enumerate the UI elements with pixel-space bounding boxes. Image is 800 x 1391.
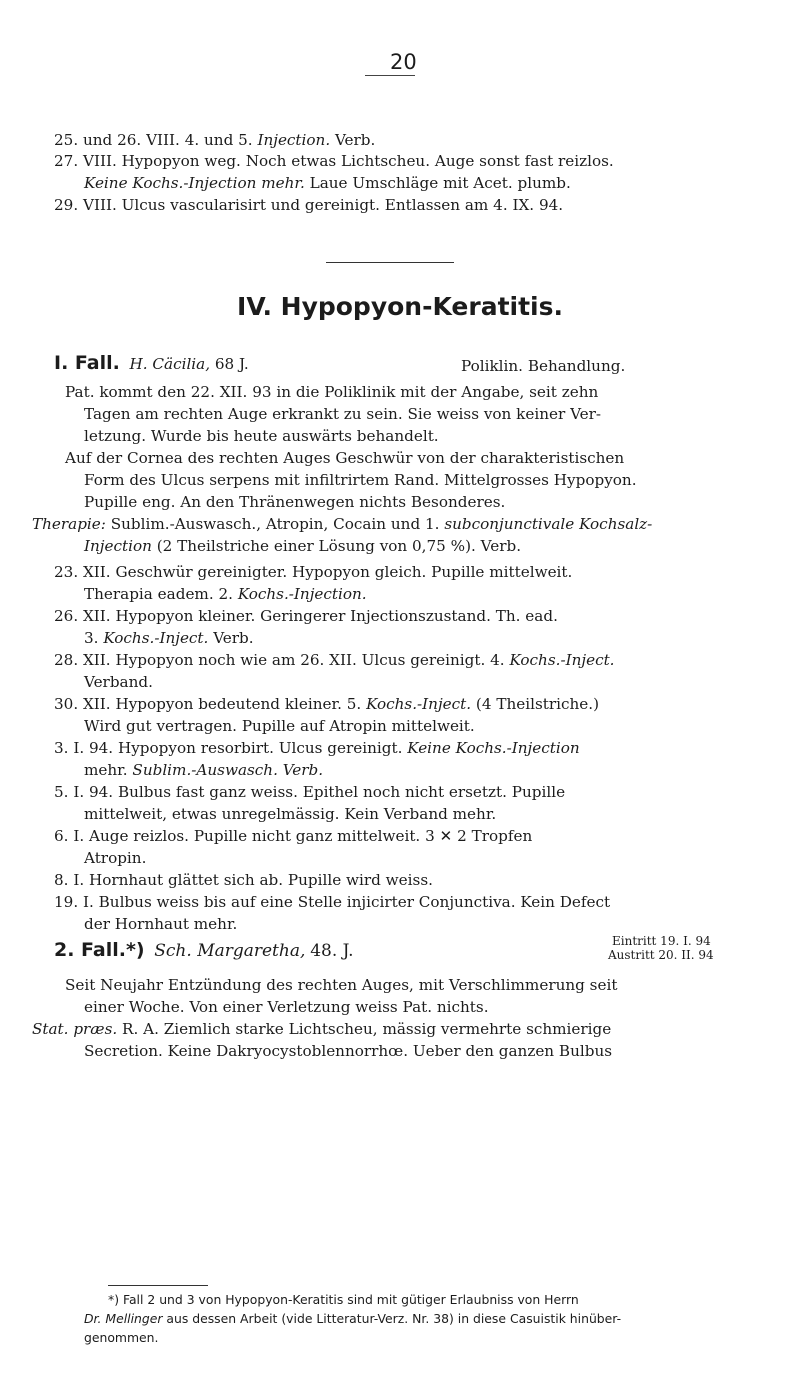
- footnote-line: genommen.: [84, 1330, 159, 1345]
- therapy-line: Therapie: Sublim.-Auswasch., Atropin, Cocain und 1. subconjunctivale Kochsalz-: [32, 515, 653, 533]
- discharge-date: Austritt 20. II. 94: [608, 948, 714, 962]
- case-heading: 2. Fall.*) Sch. Margaretha, 48. J.: [54, 939, 354, 961]
- text-line: 29. VIII. Ulcus vascularisirt und gereinigt. Entlassen am 4. IX. 94.: [54, 196, 564, 214]
- entry-line: 30. XII. Hypopyon bedeutend kleiner. 5. Kochs.-Inject. (4 Theilstriche.): [54, 695, 600, 713]
- case-heading: I. Fall. H. Cäcilia, 68 J.: [54, 352, 249, 374]
- entry-line: mittelweit, etwas unregelmässig. Kein Verband mehr.: [84, 805, 497, 823]
- entry-line: mehr. Sublim.-Auswasch. Verb.: [84, 761, 324, 779]
- entry-line: 19. I. Bulbus weiss bis auf eine Stelle injicirter Conjunctiva. Kein Defect: [54, 893, 611, 911]
- page-number: 20: [390, 50, 417, 74]
- page-number-rule: [365, 75, 415, 76]
- entry-line: Wird gut vertragen. Pupille auf Atropin mittelweit.: [84, 717, 475, 735]
- entry-line: 26. XII. Hypopyon kleiner. Geringerer Injectionszustand. Th. ead.: [54, 607, 558, 625]
- text-line: Keine Kochs.-Injection mehr. Laue Umschläge mit Acet. plumb.: [84, 174, 571, 192]
- entry-line: der Hornhaut mehr.: [84, 915, 238, 933]
- therapy-line: Injection (2 Theilstriche einer Lösung von 0,75 %). Verb.: [84, 537, 522, 555]
- entry-line: 28. XII. Hypopyon noch wie am 26. XII. Ulcus gereinigt. 4. Kochs.-Inject.: [54, 651, 615, 669]
- entry-line: Atropin.: [84, 849, 147, 867]
- footnote-rule: [108, 1285, 208, 1286]
- entry-line: Therapia eadem. 2. Kochs.-Injection.: [84, 585, 367, 603]
- text-line: 25. und 26. VIII. 4. und 5. Injection. Verb.: [54, 131, 376, 149]
- case-note: Poliklin. Behandlung.: [461, 357, 626, 375]
- status-line: Stat. præs. R. A. Ziemlich starke Lichtscheu, mässig vermehrte schmierige: [32, 1020, 612, 1038]
- footnote-line: Dr. Mellinger aus dessen Arbeit (vide Litteratur-Verz. Nr. 38) in diese Casuistik hinüber-: [84, 1311, 622, 1326]
- text-line: 27. VIII. Hypopyon weg. Noch etwas Lichtscheu. Auge sonst fast reizlos.: [54, 152, 614, 170]
- section-title: IV. Hypopyon-Keratitis.: [237, 292, 563, 321]
- text-line: Auf der Cornea des rechten Auges Geschwür von der charakteristischen: [65, 449, 625, 467]
- entry-line: 5. I. 94. Bulbus fast ganz weiss. Epithel noch nicht ersetzt. Pupille: [54, 783, 566, 801]
- admission-date: Eintritt 19. I. 94: [612, 934, 711, 948]
- text-line: Form des Ulcus serpens mit infiltrirtem Rand. Mittelgrosses Hypopyon.: [84, 471, 637, 489]
- text-line: einer Woche. Von einer Verletzung weiss Pat. nichts.: [84, 998, 489, 1016]
- text-line: Pupille eng. An den Thränenwegen nichts Besonderes.: [84, 493, 506, 511]
- entry-line: 3. Kochs.-Inject. Verb.: [84, 629, 254, 647]
- entry-line: 3. I. 94. Hypopyon resorbirt. Ulcus gereinigt. Keine Kochs.-Injection: [54, 739, 580, 757]
- text-line: Pat. kommt den 22. XII. 93 in die Poliklinik mit der Angabe, seit zehn: [65, 383, 599, 401]
- entry-line: 8. I. Hornhaut glättet sich ab. Pupille wird weiss.: [54, 871, 433, 889]
- status-line: Secretion. Keine Dakryocystoblennorrhœ. Ueber den ganzen Bulbus: [84, 1042, 613, 1060]
- text-line: Tagen am rechten Auge erkrankt zu sein. Sie weiss von keiner Ver-: [84, 405, 602, 423]
- text-line: letzung. Wurde bis heute auswärts behandelt.: [84, 427, 439, 445]
- section-separator: [326, 262, 454, 263]
- entry-line: 6. I. Auge reizlos. Pupille nicht ganz mittelweit. 3 ✕ 2 Tropfen: [54, 827, 533, 845]
- footnote-line: *) Fall 2 und 3 von Hypopyon-Keratitis sind mit gütiger Erlaubniss von Herrn: [108, 1292, 579, 1307]
- entry-line: Verband.: [84, 673, 153, 691]
- entry-line: 23. XII. Geschwür gereinigter. Hypopyon gleich. Pupille mittelweit.: [54, 563, 573, 581]
- text-line: Seit Neujahr Entzündung des rechten Auges, mit Verschlimmerung seit: [65, 976, 618, 994]
